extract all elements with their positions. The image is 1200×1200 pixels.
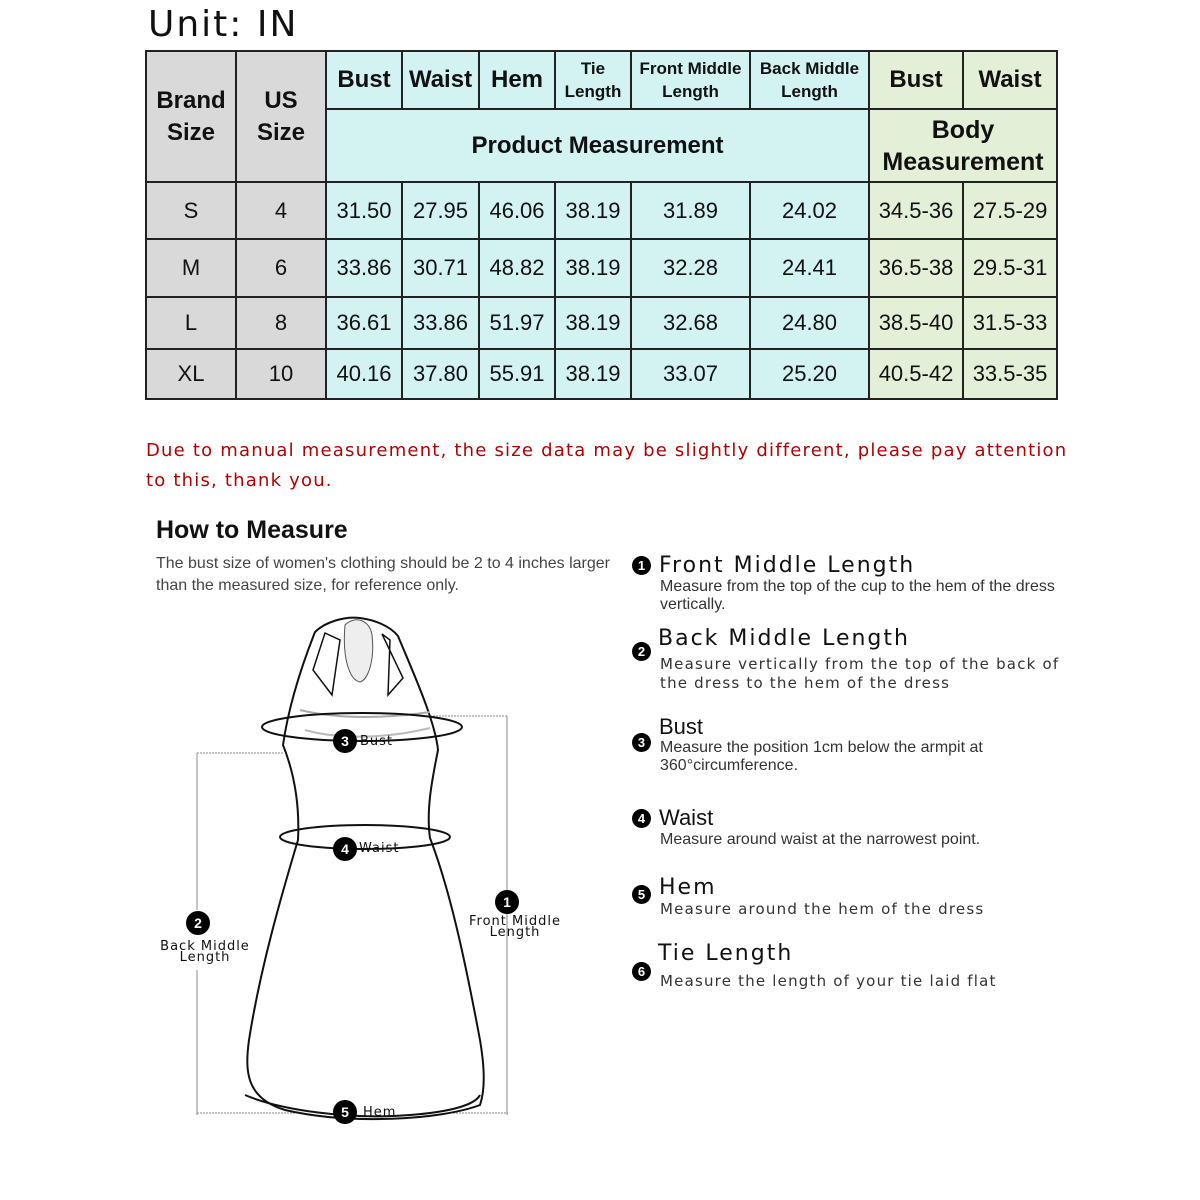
cell-waist: 27.95 — [402, 182, 479, 239]
header-product-measurement: Product Measurement — [326, 109, 869, 182]
cell-body-waist: 31.5-33 — [963, 297, 1057, 349]
waist-diagram-label: Waist — [359, 841, 400, 856]
cell-tie-length: 38.19 — [555, 349, 631, 399]
header-body-measurement: Body Measurement — [869, 109, 1057, 182]
step-title: Bust — [659, 714, 704, 739]
hem-diagram-label: Hem — [363, 1105, 397, 1120]
cell-back-middle-length: 24.02 — [750, 182, 869, 239]
cell-bust: 36.61 — [326, 297, 402, 349]
cell-bust: 40.16 — [326, 349, 402, 399]
table-row — [146, 239, 1057, 297]
hem-number-badge: 5 — [333, 1100, 357, 1124]
waist-number-badge: 4 — [333, 837, 357, 861]
number-3-icon: 3 — [632, 733, 651, 752]
table-row — [146, 182, 1057, 239]
bust-number-badge: 3 — [333, 729, 357, 753]
number-5-icon: 5 — [632, 885, 651, 904]
cell-hem: 51.97 — [479, 297, 555, 349]
cell-brand-size: L — [146, 297, 236, 349]
cell-front-middle-length: 33.07 — [631, 349, 750, 399]
header-body-waist: Waist — [963, 51, 1057, 109]
step-title: Tie Length — [658, 941, 794, 966]
cell-front-middle-length: 32.68 — [631, 297, 750, 349]
cell-waist: 33.86 — [402, 297, 479, 349]
cell-back-middle-length: 25.20 — [750, 349, 869, 399]
cell-body-waist: 29.5-31 — [963, 239, 1057, 297]
cell-waist: 30.71 — [402, 239, 479, 297]
cell-us-size: 10 — [236, 349, 326, 399]
cell-front-middle-length: 31.89 — [631, 182, 750, 239]
step-description: Measure the length of your tie laid flat — [660, 972, 997, 990]
cell-front-middle-length: 32.28 — [631, 239, 750, 297]
back-middle-number-badge: 2 — [186, 911, 210, 935]
cell-bust: 33.86 — [326, 239, 402, 297]
header-tie-length: Tie Length — [555, 51, 631, 109]
header-hem: Hem — [479, 51, 555, 109]
cell-tie-length: 38.19 — [555, 239, 631, 297]
size-chart-table — [145, 50, 1058, 400]
cell-tie-length: 38.19 — [555, 182, 631, 239]
cell-body-bust: 34.5-36 — [869, 182, 963, 239]
cell-brand-size: S — [146, 182, 236, 239]
step-description: Measure around the hem of the dress — [660, 900, 985, 918]
cell-body-waist: 27.5-29 — [963, 182, 1057, 239]
step-description: Measure the position 1cm below the armpit at 360°circumference. — [660, 739, 983, 774]
step-title: Hem — [659, 875, 717, 900]
step-title: Front Middle Length — [659, 553, 916, 578]
how-to-measure-subtitle: The bust size of women's clothing should be 2 to 4 inches larger than the measured size, for reference only. — [156, 555, 610, 594]
cell-body-waist: 33.5-35 — [963, 349, 1057, 399]
cell-us-size: 6 — [236, 239, 326, 297]
cell-waist: 37.80 — [402, 349, 479, 399]
dress-measurement-diagram — [150, 600, 580, 1130]
cell-us-size: 4 — [236, 182, 326, 239]
header-waist: Waist — [402, 51, 479, 109]
number-1-icon: 1 — [632, 556, 651, 575]
table-row — [146, 349, 1057, 399]
cell-brand-size: M — [146, 239, 236, 297]
cell-back-middle-length: 24.41 — [750, 239, 869, 297]
cell-hem: 55.91 — [479, 349, 555, 399]
header-body-bust: Bust — [869, 51, 963, 109]
cell-bust: 31.50 — [326, 182, 402, 239]
header-back-middle-length: Back Middle Length — [750, 51, 869, 109]
cell-brand-size: XL — [146, 349, 236, 399]
header-us-size: US Size — [236, 51, 326, 182]
number-2-icon: 2 — [632, 642, 651, 661]
measurement-disclaimer: Due to manual measurement, the size data may be slightly different, please pay attention to this, thank you. — [146, 440, 1068, 491]
table-row — [146, 297, 1057, 349]
number-4-icon: 4 — [632, 809, 651, 828]
cell-tie-length: 38.19 — [555, 297, 631, 349]
unit-label: Unit: IN — [148, 4, 299, 45]
cell-hem: 46.06 — [479, 182, 555, 239]
number-6-icon: 6 — [632, 962, 651, 981]
step-description: Measure from the top of the cup to the hem of the dress vertically. — [660, 578, 1055, 613]
cell-body-bust: 38.5-40 — [869, 297, 963, 349]
header-brand-size: Brand Size — [146, 51, 236, 182]
cell-us-size: 8 — [236, 297, 326, 349]
bust-diagram-label: Bust — [360, 734, 394, 749]
step-description: Measure around waist at the narrowest point. — [660, 831, 981, 848]
header-bust: Bust — [326, 51, 402, 109]
cell-body-bust: 36.5-38 — [869, 239, 963, 297]
how-to-measure-title: How to Measure — [156, 516, 348, 544]
dress-outline-icon — [150, 600, 580, 1130]
cell-body-bust: 40.5-42 — [869, 349, 963, 399]
cell-back-middle-length: 24.80 — [750, 297, 869, 349]
step-title: Waist — [659, 805, 714, 830]
header-front-middle-length: Front Middle Length — [631, 51, 750, 109]
step-description: Measure vertically from the top of the back of the dress to the hem of the dress — [660, 655, 1060, 692]
back-middle-diagram-label: Back Middle Length — [160, 939, 250, 965]
front-middle-number-badge: 1 — [495, 890, 519, 914]
cell-hem: 48.82 — [479, 239, 555, 297]
front-middle-diagram-label: Front Middle Length — [469, 914, 561, 940]
step-title: Back Middle Length — [658, 626, 910, 651]
